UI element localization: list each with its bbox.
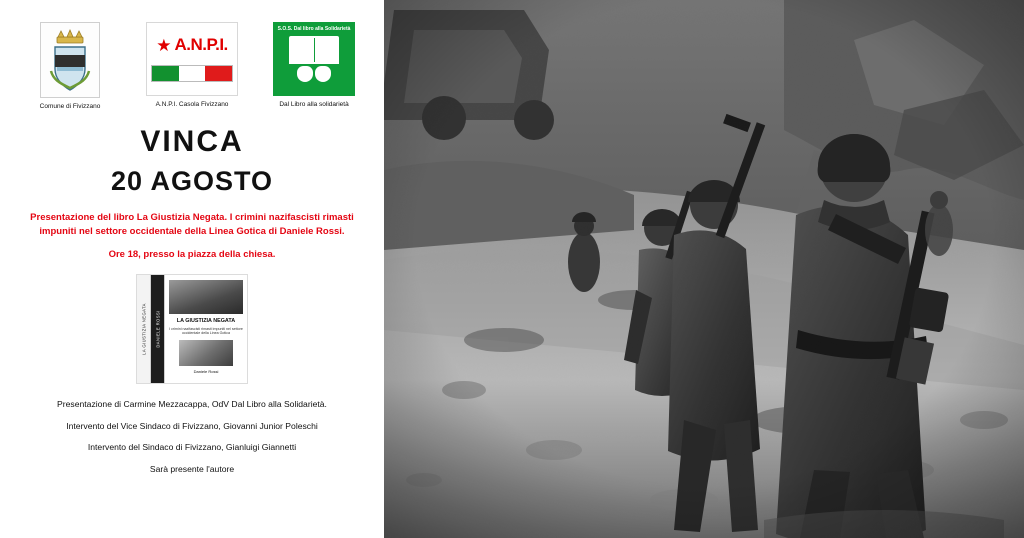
logo-anpi-caption: A.N.P.I. Casola Fivizzano	[155, 101, 229, 108]
book-icon	[289, 36, 339, 64]
logo-comune	[22, 22, 118, 111]
logo-anpi	[144, 22, 240, 109]
page-subtitle: 20 AGOSTO	[110, 165, 274, 196]
star-icon: ★	[156, 35, 172, 55]
cover-photo-bottom	[179, 340, 232, 366]
cover-photo-top	[169, 280, 243, 314]
italian-flag-icon	[151, 65, 233, 82]
anpi-acronym: A.N.P.I.	[174, 35, 228, 54]
credit-line: Presentazione di Carmine Mezzacappa, OdV Dal Libro alla Solidarietà.	[57, 399, 327, 410]
cover-author: Daniele Rossi	[193, 368, 219, 374]
time-location-text: Ore 18, presso la piazza della chiesa.	[108, 249, 276, 261]
book-cover-image	[136, 274, 248, 384]
logo-row	[0, 0, 384, 111]
logo-comune-caption: Comune di Fivizzano	[39, 103, 101, 110]
credit-line: Intervento del Sindaco di Fivizzano, Gianluigi Giannetti	[87, 442, 297, 453]
book-spine-left-text: LA GIUSTIZIA NEGATA	[141, 303, 146, 356]
credit-line: Sarà presente l'autore	[149, 463, 235, 474]
historical-photo	[384, 0, 1024, 538]
credits-block	[0, 398, 384, 475]
comune-crest-icon	[40, 22, 100, 98]
book-spine-left	[137, 275, 151, 383]
page-title: VINCA	[140, 124, 244, 158]
credit-line: Intervento del Vice Sindaco di Fivizzano, Giovanni Junior Poleschi	[66, 420, 318, 431]
hands-icon	[287, 66, 341, 82]
logo-sos	[266, 22, 362, 109]
sos-logo-title: S.O.S. Dal libro alla Solidarietà	[277, 26, 351, 32]
logo-sos-caption: Dal Libro alla solidarietà	[279, 101, 349, 108]
book-cover-figure	[0, 274, 384, 384]
book-spine-right-text: DANIELE ROSSI	[155, 310, 160, 348]
poster-left-panel	[0, 0, 384, 538]
cover-subtitle: I crimini nazifascisti rimasti impuniti nel settore occidentale della Linea Gotica	[169, 326, 243, 336]
sos-logo-icon	[273, 22, 355, 96]
cover-title: LA GIUSTIZIA NEGATA	[176, 318, 236, 325]
announcement-text: Presentazione del libro La Giustizia Negata. I crimini nazifascisti rimasti impuniti nel settore occidentale della Linea Gotica di Daniele Rossi.	[30, 211, 354, 237]
anpi-logo-icon	[146, 22, 238, 96]
book-front-cover	[165, 275, 247, 383]
book-spine-right	[151, 275, 165, 383]
